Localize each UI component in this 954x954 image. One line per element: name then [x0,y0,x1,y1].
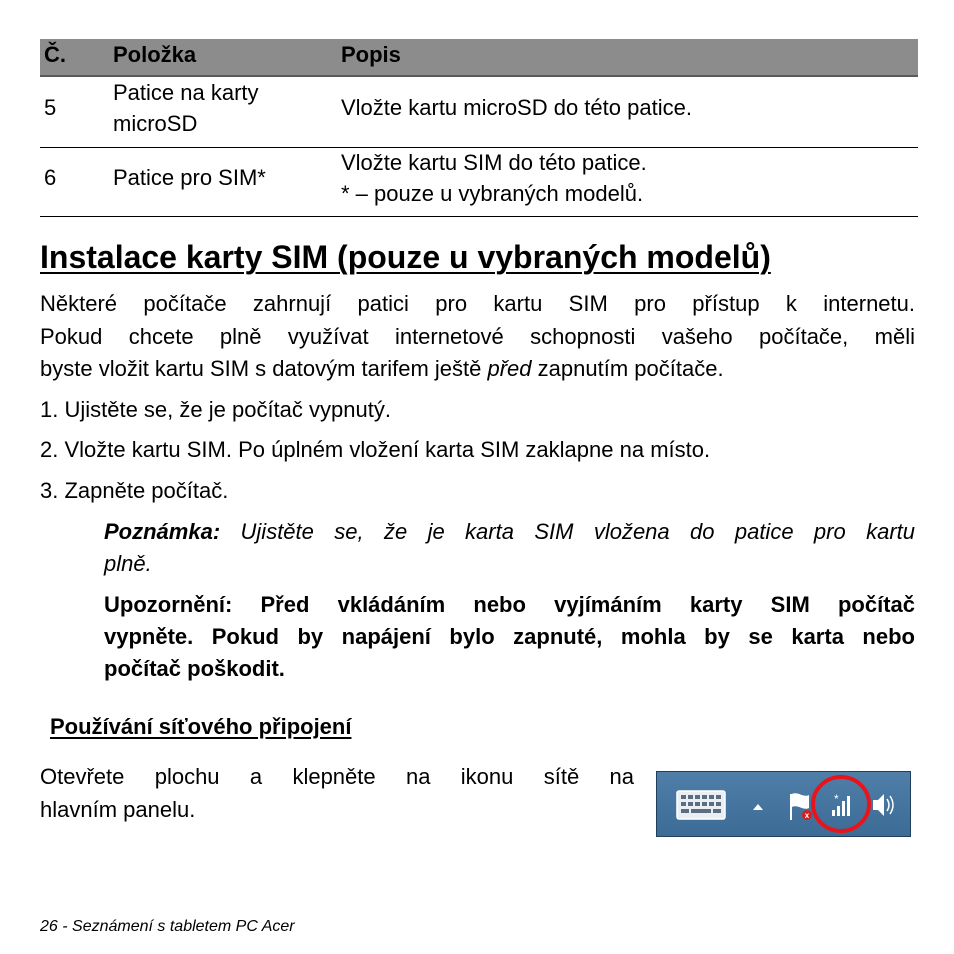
network-paragraph [40,761,634,826]
page-footer: 26 - Seznámení s tabletem PC Acer [40,918,295,935]
note-line [104,516,915,548]
row-description-line: * – pouze u vybraných modelů. [341,181,644,206]
note-text: Ujistěte se, že je karta SIM vložena do patice pro kartu [240,519,915,544]
row-item-line: microSD [113,111,198,136]
chevron-up-icon [753,804,763,810]
row-item: Patice pro SIM* [113,165,266,190]
taskbar-screenshot [656,771,911,837]
subsection-title: Používání síťového připojení [50,714,352,739]
header-number: Č. [44,42,66,67]
intro-line [40,353,915,386]
step-3: 3. Zapněte počítač. [40,478,229,503]
network-line: hlavním panelu. [40,796,196,822]
step-2: 2. Vložte kartu SIM. Po úplném vložení karta SIM zaklapne na místo. [40,437,711,462]
note-label: Poznámka: [104,519,221,544]
taskbar-icons [657,772,912,838]
row-description-line: Vložte kartu SIM do této patice. [341,150,647,175]
intro-paragraph [40,288,915,386]
svg-text:x: x [804,811,810,820]
row-number: 5 [44,95,57,120]
intro-text: byste vložit kartu SIM s datovým tarifem ještě [40,356,482,381]
table-header [40,39,918,77]
keyboard-icon [677,791,725,819]
warning-line: vypněte. Pokud by napájení bylo zapnuté, mohla by se karta nebo [104,624,915,649]
row-description: Vložte kartu microSD do této patice. [341,95,692,120]
section-title: Instalace karty SIM (pouze u vybraných modelů) [40,239,771,275]
table-row [40,77,918,147]
note-line: plně. [104,551,152,576]
warning-line: počítač poškodit. [104,656,285,681]
intro-emphasis: před [487,356,532,381]
row-number: 6 [44,165,57,190]
step-1: 1. Ujistěte se, že je počítač vypnutý. [40,397,391,422]
svg-text:*: * [834,792,839,806]
warning [104,589,915,685]
network-line: Otevřete plochu a klepněte na ikonu sítě na [40,764,634,789]
table-row [40,147,918,217]
note [104,516,915,580]
intro-line: Některé počítače zahrnují patici pro kartu SIM pro přístup k internetu. [40,291,915,316]
intro-line: Pokud chcete plně využívat internetové schopnosti vašeho počítače, měli [40,323,915,349]
row-item-line: Patice na karty [113,80,259,105]
row-divider [40,216,918,217]
intro-text: zapnutím počítače. [537,356,724,381]
speaker-icon [873,794,893,816]
header-item: Položka [113,42,197,67]
action-center-flag-icon [791,793,812,820]
warning-line: Upozornění: Před vkládáním nebo vyjímáním karty SIM počítač [104,592,915,617]
network-signal-icon [832,792,850,816]
header-description: Popis [341,42,401,67]
highlight-circle [813,777,869,831]
